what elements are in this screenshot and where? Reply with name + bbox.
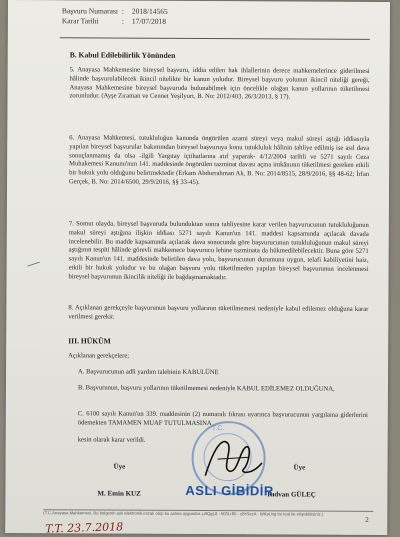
right-signatory-name: Rıdvan GÜLEÇ — [267, 490, 316, 499]
ruling-b: B. Başvurunun, başvuru yollarının tüketilmemesi nedeniyle KABUL EDİLEMEZ OLDUĞUNA, — [77, 384, 335, 393]
handwritten-signature-icon — [199, 429, 269, 487]
left-signatory-name: M. Emin KUZ — [97, 489, 141, 498]
paragraph-5: 5. Anayasa Mahkemesine bireysel başvuru, iddia edilen hak ihlallerinin derece mahkemelerince giderilmesi hâlinde başvurulabilecek ikincil nitelikte bir kanun yoludur. Bireysel başvuru yolunun ikincil niteliği gereği, Anayasa Mahkemesine bireysel başvuruda bulunabilmek için öncelikle olağan kanun yollarının tüketilmesi zorunludur. (Ayşe Zıraman ve Cennet Yeşilyurt, B. No: 2012/403, 26/3/2013, § 17). — [69, 66, 370, 101]
page-number: 2 — [365, 515, 369, 524]
application-number: 2018/14565 — [131, 6, 168, 16]
section-iii-heading: III. HÜKÜM — [68, 336, 111, 346]
footer-verification-text: (T.C.Anayasa Mahkemesi, Bu belgenin aslı elektronik imzalı olup bu aslına uygundur. μ9QgL8 - MZiLr80 - cBrSezA - WKpUxg bu kod ile erişebilirsiniz.) — [43, 510, 324, 517]
ruling-intro: Açıklanan gerekçelere; — [68, 352, 130, 360]
paragraph-7: 7. Somut olayda, bireysel başvuruda bulunduktan sonra tahliyesine karar verilen başvurucunun tutukluluğunun makul süreyi aştığına ilişkin iddiası 5271 sayılı Kanun'un 141. maddesi kapsamında açılacak davada incelenebilir. Bu madde kapsamında açılacak dava sonucunda göre başvurucunun tutukluluğunun makul süreyi aştığının tespiti hâlinde görevli mahkemece başvurucu lehine tazminata da hükmedilebilecektir. Buna göre 5271 sayılı Kanun'un 141. maddesinde belirtilen dava yolu, başvurucunun durumuna uygun, telafi kabiliyetini haiz, etkili bir hukuk yoludur ve bu olağan başvuru yolu tüketilmeden yapılan bireysel başvurunun incelenmesi bireysel başvurunun ikincilik niteliği ile bağdaşmamaktadır. — [68, 220, 369, 281]
ruling-a: A. Başvurucunun adli yardım talebinin KABULÜNE — [78, 368, 219, 377]
application-number-label: Başvuru Numarası — [61, 6, 118, 16]
section-b-heading: B. Kabul Edilebilirlik Yönünden — [69, 50, 176, 60]
paragraph-8: 8. Açıklanan gerekçeyle başvurunun başvuru yollarının tüketilmemesi nedeniyle kabul edilemez olduğuna karar verilmesi gerekir. — [68, 304, 369, 321]
paragraph-6: 6. Anayasa Mahkemesi, tutukluluğun kanunda öngörülen azami süreyi veya makul süreyi aştığı iddiasıyla yapılan bireysel başvurular bakımından bireysel başvuruya konu tutukluluk hâlinin tahliye edilmiş ise asıl dava sonuçlanmamış da olsa -ilgili Yargıtay içtihatlarına atıf yaparak- 4/12/2004 tarihli ve 5271 sayılı Ceza Muhakemesi Kanunu'nun 141. maddesinde öngörülen tazminat davası açma imkânının tüketilmesi gereken etkili bir hukuk yolu olduğunu belirtmektedir (Erkam Abdurrahman Ak, B. No: 2014/8515, 28/9/2016, §§ 48-62; İrfan Gerçek, B. No: 2014/6500, 29/9/2016, §§ 33-45). — [69, 134, 370, 186]
document-page — [5, 0, 390, 535]
header-divider — [60, 37, 370, 40]
decision-date: 17/07/2018 — [131, 16, 167, 26]
left-signatory-role: Üye — [113, 462, 126, 471]
ruling-c: C. 6100 sayılı Kanun'un 339. maddesinin (2) numaralı fıkrası uyarınca başvurucunun yargılama giderlerini ödemekten TAMAMEN MUAF TUTULMASINA — [77, 410, 368, 427]
seal-text: T.C. — [211, 425, 225, 433]
right-signatory-role: Üye — [293, 463, 306, 472]
decision-date-label: Karar Tarihi — [61, 16, 99, 26]
certified-copy-stamp: ASLI GİBİDİR — [185, 482, 274, 499]
case-metadata: Başvuru Numarası : 2018/14565 Karar Tarihi : 17/07/2018 — [61, 6, 168, 26]
handwritten-date: T.T. 23.7.2018 — [45, 520, 124, 536]
ruling-closing: kesin olarak karar verildi. — [77, 436, 146, 444]
pencil-mark-icon — [27, 260, 41, 268]
